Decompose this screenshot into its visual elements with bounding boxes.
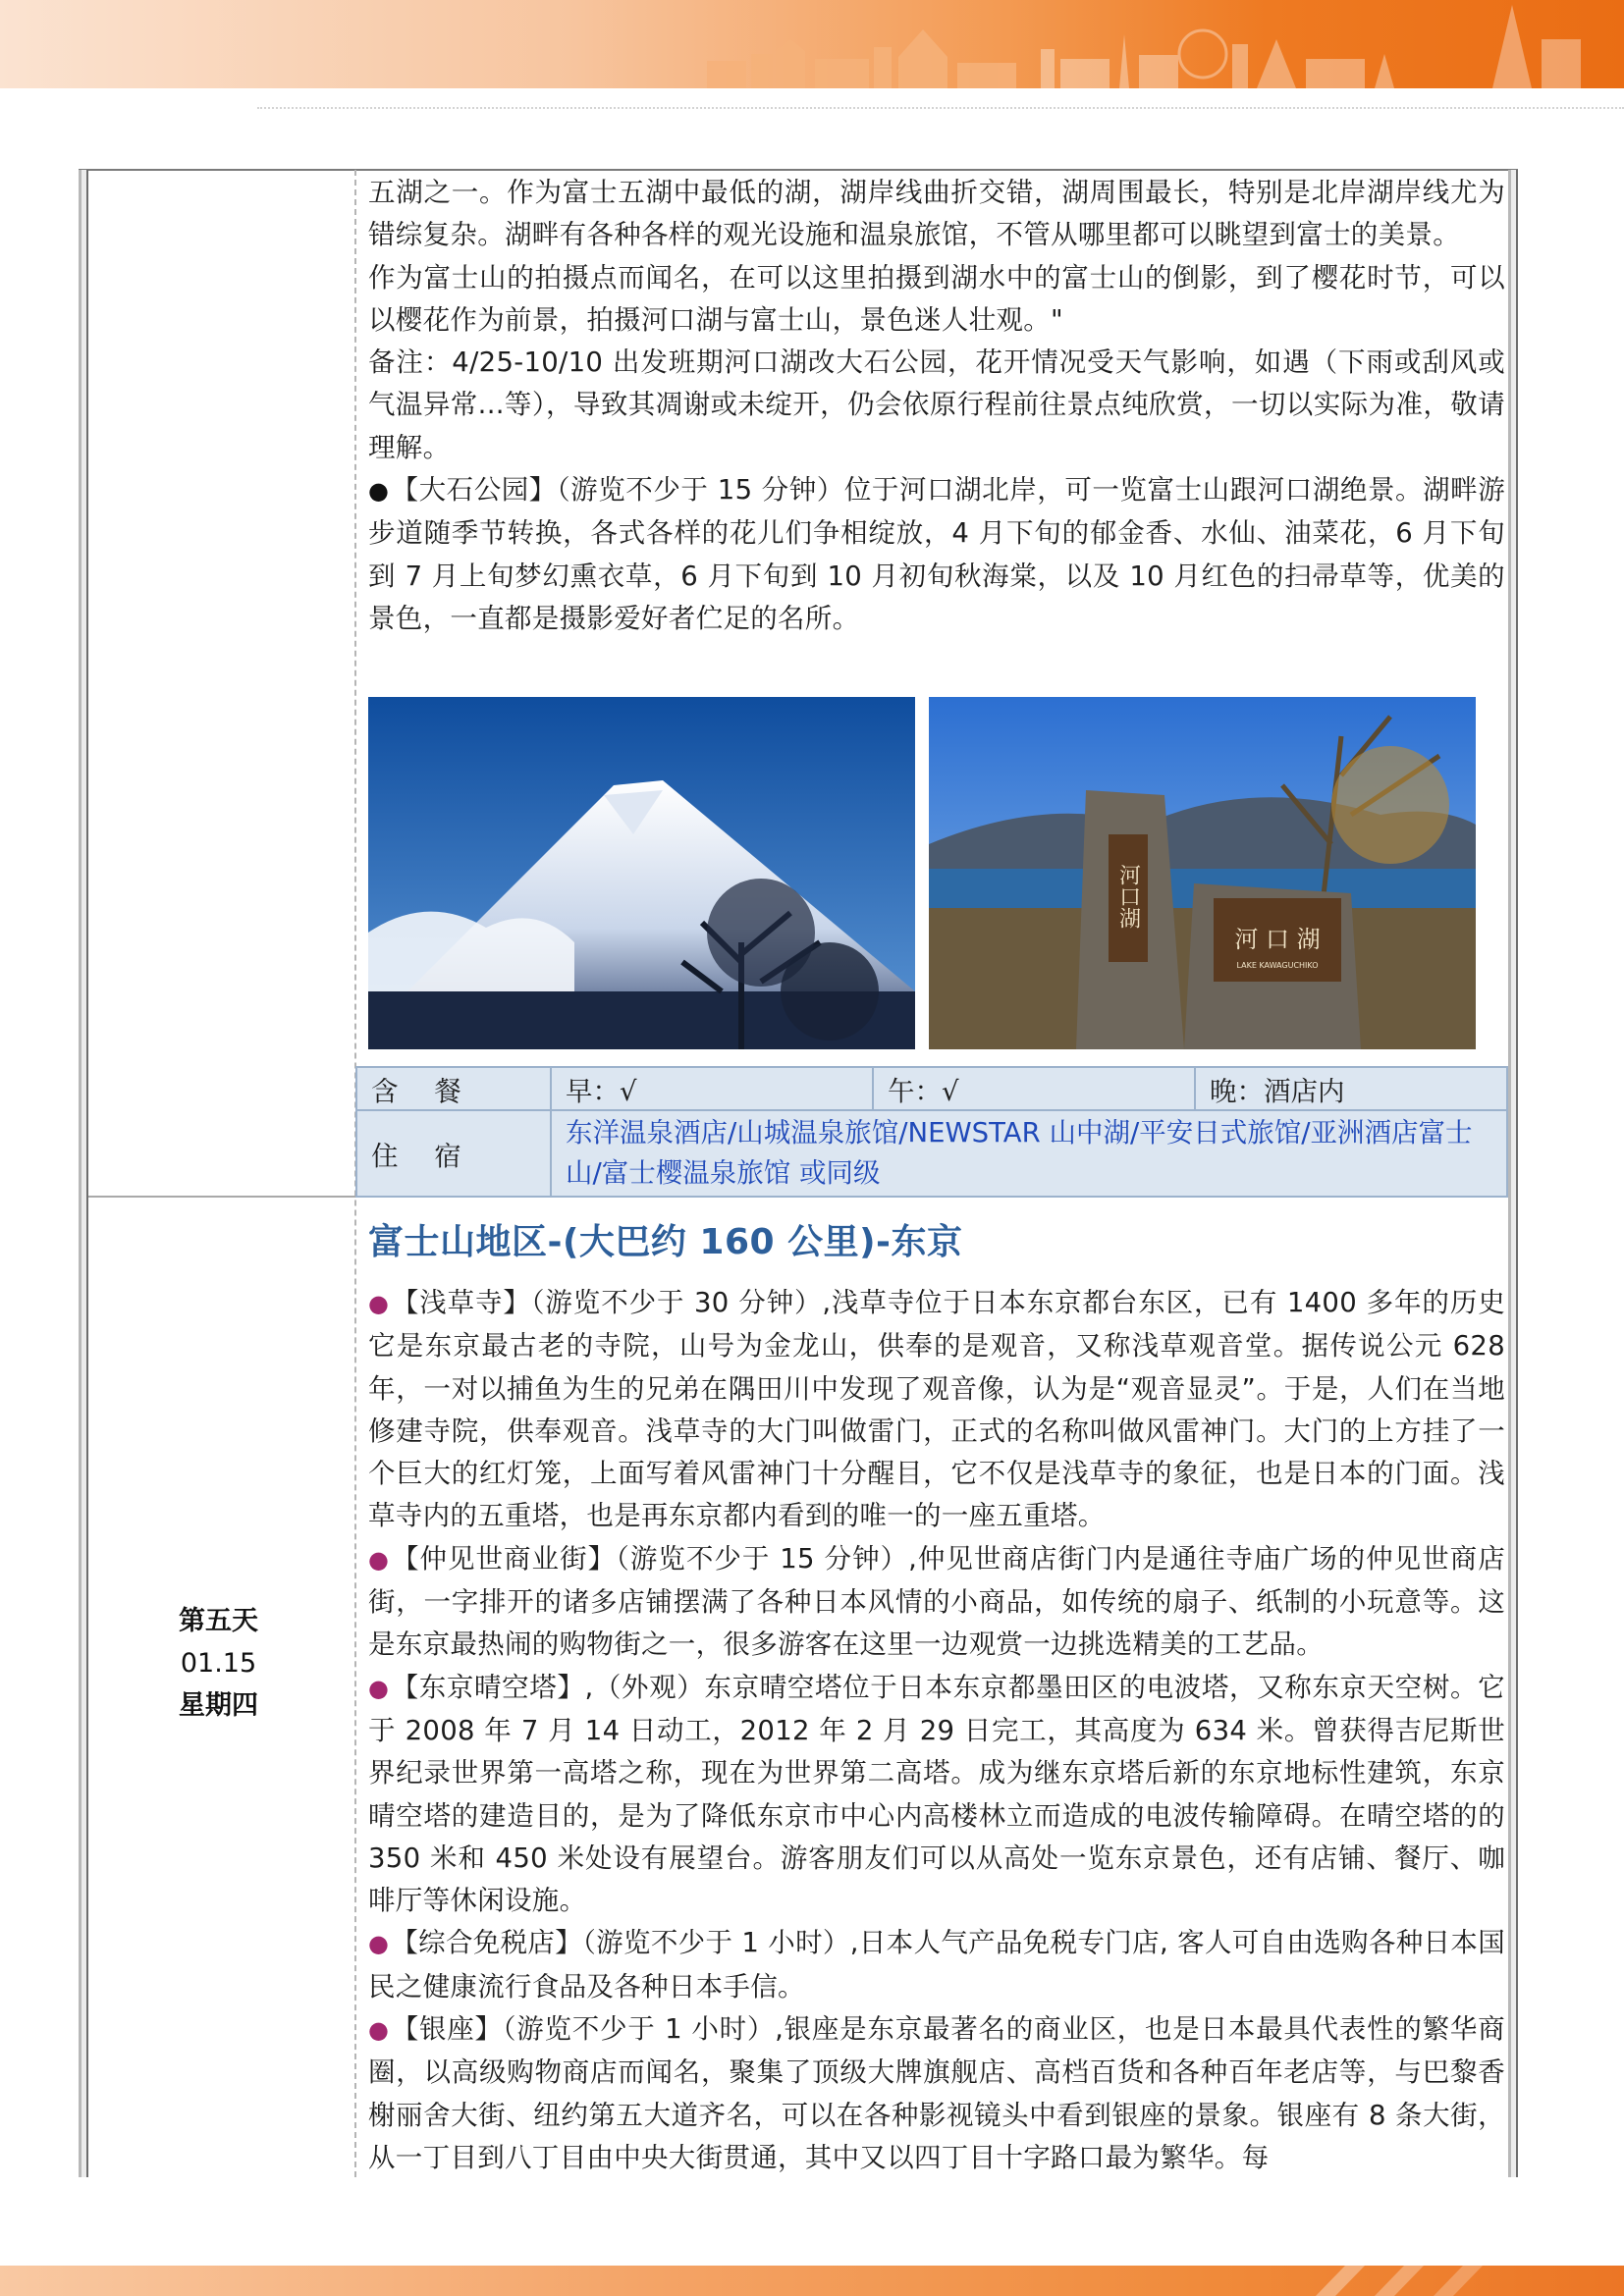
skytree-text: 【东京晴空塔】,（外观）东京晴空塔位于日本东京都墨田区的电波塔，又称东京天空树。它于 2008 年 7 月 14 日动工，2012 年 2 月 29 日完工，其高度为 634 米。曾获得吉尼斯世界纪录世界第一高塔之称，现在为世界第二高塔。成为继东京塔后新的东京地标性建筑，东京晴空塔的建造目的，是为了降低东京市中心内高楼林立而造成的电波传输障碍。在晴空塔的的 350 米和 450 米处设有展望台。游客朋友们可以从高处一览东京景色，还有店铺、餐厅、咖啡厅等休闲设施。 bbox=[368, 1671, 1505, 1917]
sign-vertical-text: 河口湖 bbox=[1115, 864, 1141, 929]
breakfast-cell: 早：√ bbox=[551, 1067, 873, 1110]
table-left-border bbox=[79, 170, 88, 2177]
nakamise-text: 【仲见世商业街】（游览不少于 15 分钟）,仲见世商店街门内是通往寺庙广场的仲见世商店街，一字排开的诸多店铺摆满了各种日本风情的小商品，如传统的扇子、纸制的小玩意等。这是东京最热闹的购物街之一，很多游客在这里一边观赏一边挑选精美的工艺品。 bbox=[368, 1542, 1505, 1661]
dinner-cell: 晚：酒店内 bbox=[1195, 1067, 1507, 1110]
ginza-item bbox=[368, 2008, 1505, 2179]
table-right-border bbox=[1508, 170, 1518, 2177]
mount-fuji-photo bbox=[368, 697, 915, 1049]
meals-label: 含 餐 bbox=[356, 1067, 551, 1110]
hotel-label: 住 宿 bbox=[356, 1110, 551, 1197]
header-divider bbox=[257, 107, 1624, 109]
day5-route-title: 富士山地区-(大巴约 160 公里)-东京 bbox=[368, 1222, 963, 1262]
hotel-row bbox=[356, 1110, 1507, 1197]
duty-free-text: 【综合免税店】（游览不少于 1 小时）,日本人气产品免税专门店, 客人可自由选购各种日本国民之健康流行食品及各种日本手信。 bbox=[368, 1927, 1505, 2002]
nakamise-item bbox=[368, 1538, 1505, 1667]
day4-paragraph: 五湖之一。作为富士五湖中最低的湖，湖岸线曲折交错，湖周围最长，特别是北岸湖岸线尤为错综复杂。湖畔有各种各样的观光设施和温泉旅馆，不管从哪里都可以眺望到富士的美景。 bbox=[368, 177, 1505, 251]
sign-english-text: LAKE KAWAGUCHIKO bbox=[1236, 961, 1319, 970]
bullet-icon: ● bbox=[368, 477, 390, 506]
day4-description bbox=[368, 172, 1505, 640]
bullet-icon: ● bbox=[368, 1290, 390, 1317]
hotel-list: 东洋温泉酒店/山城温泉旅馆/NEWSTAR 山中湖/平安日式旅馆/亚洲酒店富士山/富士樱温泉旅馆 或同级 bbox=[551, 1110, 1507, 1197]
day-number: 第五天 bbox=[179, 1606, 258, 1636]
ginza-text: 【银座】（游览不少于 1 小时）,银座是东京最著名的商业区，也是日本最具代表性的繁华商圈，以高级购物商店而闻名，聚集了顶级大牌旗舰店、高档百货和各种百年老店等，与巴黎香榭丽舍大街、纽约第五大道齐名，可以在各种影视镜头中看到银座的景象。银座有 8 条大街，从一丁目到八丁目由中央大街贯通，其中又以四丁目十字路口最为繁华。每 bbox=[368, 2013, 1505, 2173]
bullet-icon: ● bbox=[368, 1930, 390, 1958]
bullet-icon: ● bbox=[368, 1545, 390, 1574]
day-date: 01.15 bbox=[180, 1648, 257, 1679]
sign-horizontal-text: 河 口 湖 bbox=[1234, 926, 1321, 953]
day5-label bbox=[118, 1600, 319, 1727]
sensoji-item bbox=[368, 1282, 1505, 1538]
day4-paragraph: 作为富士山的拍摄点而闻名，在可以这里拍摄到湖水中的富士山的倒影，到了樱花时节，可以以樱花作为前景，拍摄河口湖与富士山，景色迷人壮观。" bbox=[368, 261, 1505, 336]
day5-itinerary bbox=[368, 1282, 1505, 2179]
day-weekday: 星期四 bbox=[179, 1690, 258, 1721]
oishi-park-item bbox=[368, 469, 1505, 640]
oishi-park-text: 【大石公园】（游览不少于 15 分钟）位于河口湖北岸，可一览富士山跟河口湖绝景。湖畔游步道随季节转换，各式各样的花儿们争相绽放，4 月下旬的郁金香、水仙、油菜花，6 月下旬到 7 月上旬梦幻熏衣草，6 月下旬到 10 月初旬秋海棠，以及 10 月红色的扫帚草等，优美的景色，一直都是摄影爱好者伫足的名所。 bbox=[368, 474, 1506, 634]
lunch-cell: 午：√ bbox=[873, 1067, 1195, 1110]
sensoji-text: 【浅草寺】（游览不少于 30 分钟）,浅草寺位于日本东京都台东区，已有 1400 多年的历史它是东京最古老的寺院，山号为金龙山，供奉的是观音，又称浅草观音堂。据传说公元 628 年，一对以捕鱼为生的兄弟在隅田川中发现了观音像，认为是“观音显灵”。于是，人们在当地修建寺院，供奉观音。浅草寺的大门叫做雷门，正式的名称叫做风雷神门。大门的上方挂了一个巨大的红灯笼，上面写着风雷神门十分醒目，它不仅是浅草寺的象征，也是日本的门面。浅草寺内的五重塔，也是再东京都内看到的唯一的一座五重塔。 bbox=[368, 1287, 1506, 1532]
day4-note: 备注：4/25-10/10 出发班期河口湖改大石公园，花开情况受天气影响，如遇（下雨或刮风或气温异常...等），导致其凋谢或未绽开，仍会依原行程前往景点纯欣赏，一切以实际为准，敬请理解。 bbox=[368, 347, 1505, 463]
lake-kawaguchiko-sign-photo bbox=[929, 697, 1476, 1049]
meal-hotel-table bbox=[355, 1066, 1508, 1198]
skyline-decoration bbox=[628, 0, 1624, 88]
table-top-border bbox=[79, 169, 1518, 171]
duty-free-item bbox=[368, 1922, 1505, 2008]
bullet-icon: ● bbox=[368, 2016, 390, 2045]
footer-stripes-decoration bbox=[1257, 2266, 1624, 2296]
meals-row bbox=[356, 1067, 1507, 1110]
skytree-item bbox=[368, 1667, 1505, 1923]
bullet-icon: ● bbox=[368, 1674, 390, 1702]
